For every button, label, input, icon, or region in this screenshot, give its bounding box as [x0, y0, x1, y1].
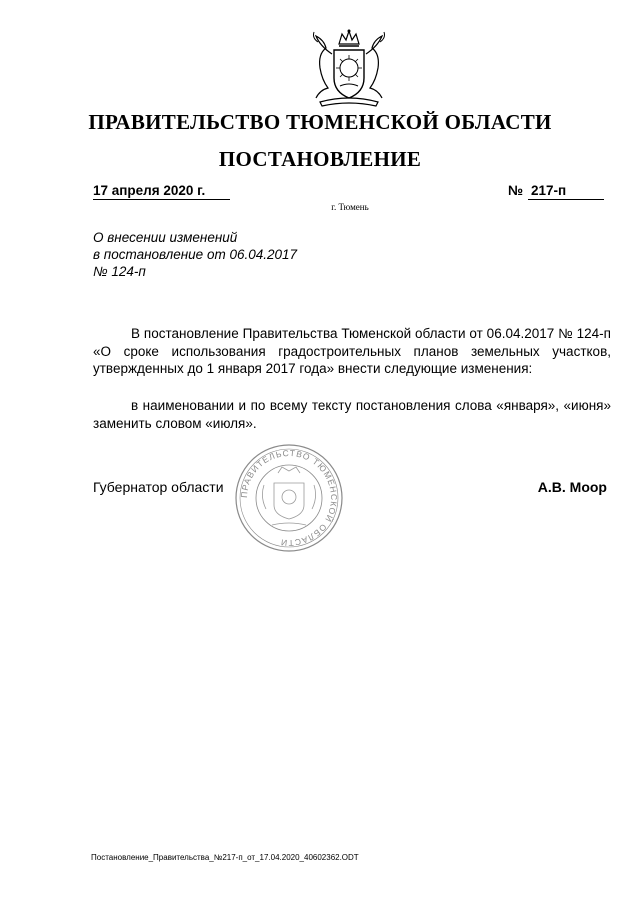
seal-text: ПРАВИТЕЛЬСТВО ТЮМЕНСКОЙ ОБЛАСТИ	[238, 447, 340, 549]
date-field	[93, 182, 230, 200]
svg-text:ПРАВИТЕЛЬСТВО ТЮМЕНСКОЙ ОБЛАСТ	[239, 448, 339, 548]
body-paragraph: в наименовании и по всему тексту постановления слова «января», «июня» заменить словом «июля».	[93, 398, 611, 431]
signatory-name: А.В. Моор	[537, 479, 607, 495]
number-sign: №	[508, 183, 524, 198]
official-seal-stamp	[234, 443, 344, 553]
body-paragraph: В постановление Правительства Тюменской области от 06.04.2017 № 124-п «О сроке использования градостроительных планов земельных участков, утвержденных до 1 января 2017 года» внести следующие изменения:	[93, 326, 611, 376]
coat-of-arms-icon	[306, 28, 392, 110]
number-field	[528, 182, 604, 200]
subject-line: № 124-п	[93, 264, 146, 279]
city-label: г. Тюмень	[331, 202, 369, 212]
document-date: 17 апреля 2020 г.	[93, 183, 206, 198]
subject-block	[93, 229, 297, 280]
signatory-position: Губернатор области	[93, 479, 224, 495]
subject-line: в постановление от 06.04.2017	[93, 247, 298, 262]
document-type-title: ПОСТАНОВЛЕНИЕ	[218, 147, 422, 171]
footer-filename: Постановление_Правительства_№217-п_от_17.04.2020_40602362.ODT	[91, 853, 359, 862]
subject-line: О внесении изменений	[93, 230, 238, 245]
document-number: 217-п	[531, 183, 567, 198]
government-title: ПРАВИТЕЛЬСТВО ТЮМЕНСКОЙ ОБЛАСТИ	[88, 110, 552, 134]
